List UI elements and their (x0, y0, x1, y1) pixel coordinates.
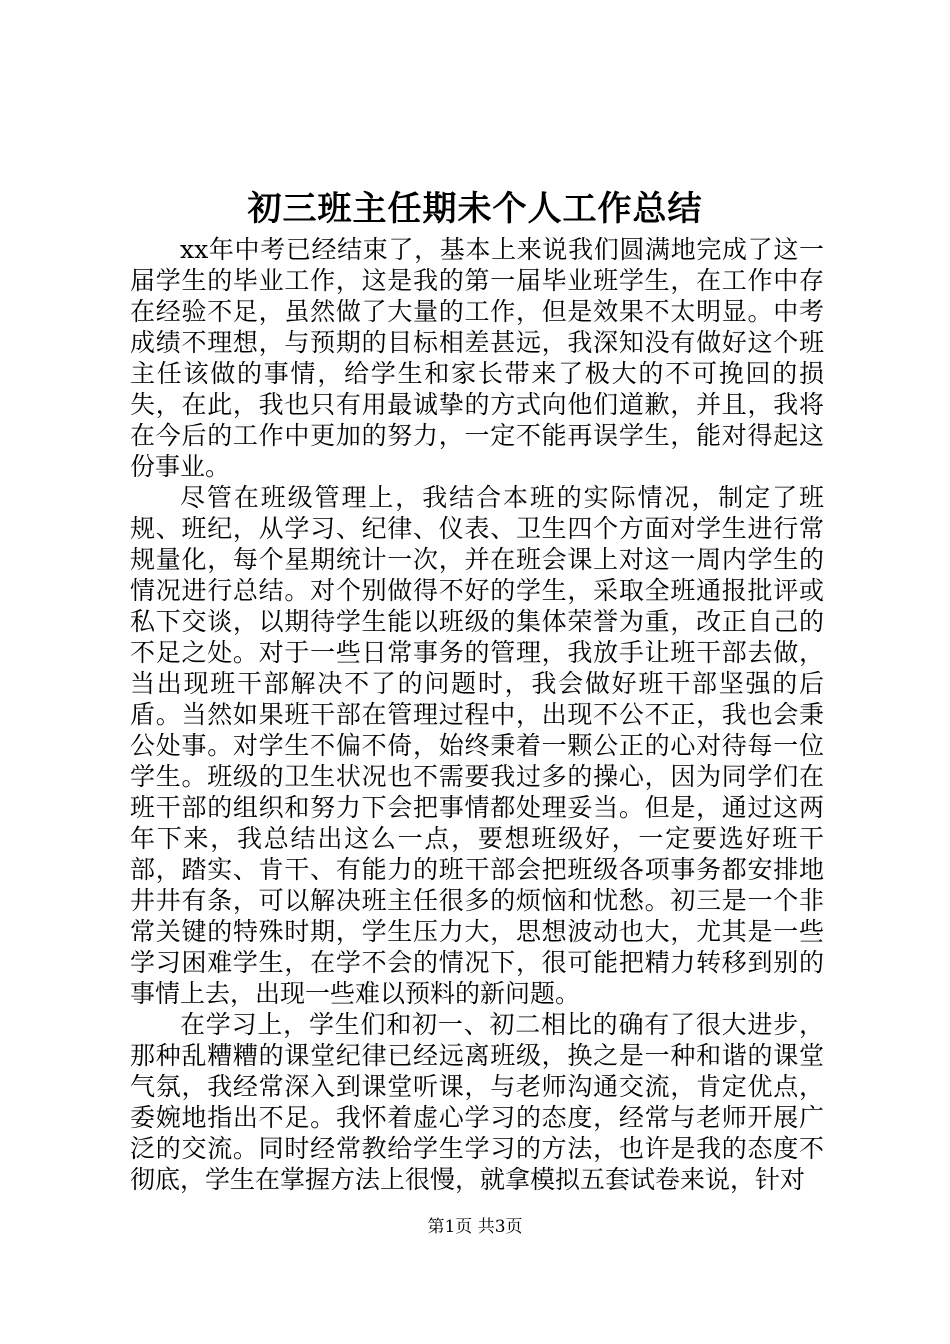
paragraph-1: xx年中考已经结束了，基本上来说我们圆满地完成了这一届学生的毕业工作，这是我的第一届毕业班学生，在工作中存在经验不足，虽然做了大量的工作，但是效果不太明显。中考成绩不理想，与预期的目标相差甚远，我深知没有做好这个班主任该做的事情，给学生和家长带来了极大的不可挽回的损失，在此，我也只有用最诚挚的方式向他们道歉，并且，我将在今后的工作中更加的努力，一定不能再误学生，能对得起这份事业。 (130, 235, 824, 481)
page-number-footer: 第1页 共3页 (427, 1217, 523, 1237)
paragraph-2: 尽管在班级管理上，我结合本班的实际情况，制定了班规、班纪，从学习、纪律、仪表、卫生四个方面对学生进行常规量化，每个星期统计一次，并在班会课上对这一周内学生的情况进行总结。对个别做得不好的学生，采取全班通报批评或私下交谈，以期待学生能以班级的集体荣誉为重，改正自己的不足之处。对于一些日常事务的管理，我放手让班干部去做，当出现班干部解决不了的问题时，我会做好班干部坚强的后盾。当然如果班干部在管理过程中，出现不公不正，我也会秉公处事。对学生不偏不倚，始终秉着一颗公正的心对待每一位学生。班级的卫生状况也不需要我过多的操心，因为同学们在班干部的组织和努力下会把事情都处理妥当。但是，通过这两年下来，我总结出这么一点，要想班级好，一定要选好班干部，踏实、肯干、有能力的班干部会把班级各项事务都安排地井井有条，可以解决班主任很多的烦恼和忧愁。初三是一个非常关键的特殊时期，学生压力大，思想波动也大，尤其是一些学习困难学生，在学不会的情况下，很可能把精力转移到别的事情上去，出现一些难以预料的新问题。 (130, 483, 824, 1008)
document-title: 初三班主任期未个人工作总结 (247, 189, 703, 229)
paragraph-3: 在学习上，学生们和初一、初二相比的确有了很大进步，那种乱糟糟的课堂纪律已经远离班级，换之是一种和谐的课堂气氛，我经常深入到课堂听课，与老师沟通交流，肯定优点，委婉地指出不足。我怀着虚心学习的态度，经常与老师开展广泛的交流。同时经常教给学生学习的方法，也许是我的态度不彻底，学生在掌握方法上很慢，就拿模拟五套试卷来说，针对 (130, 1010, 824, 1194)
document-body (130, 234, 824, 1195)
